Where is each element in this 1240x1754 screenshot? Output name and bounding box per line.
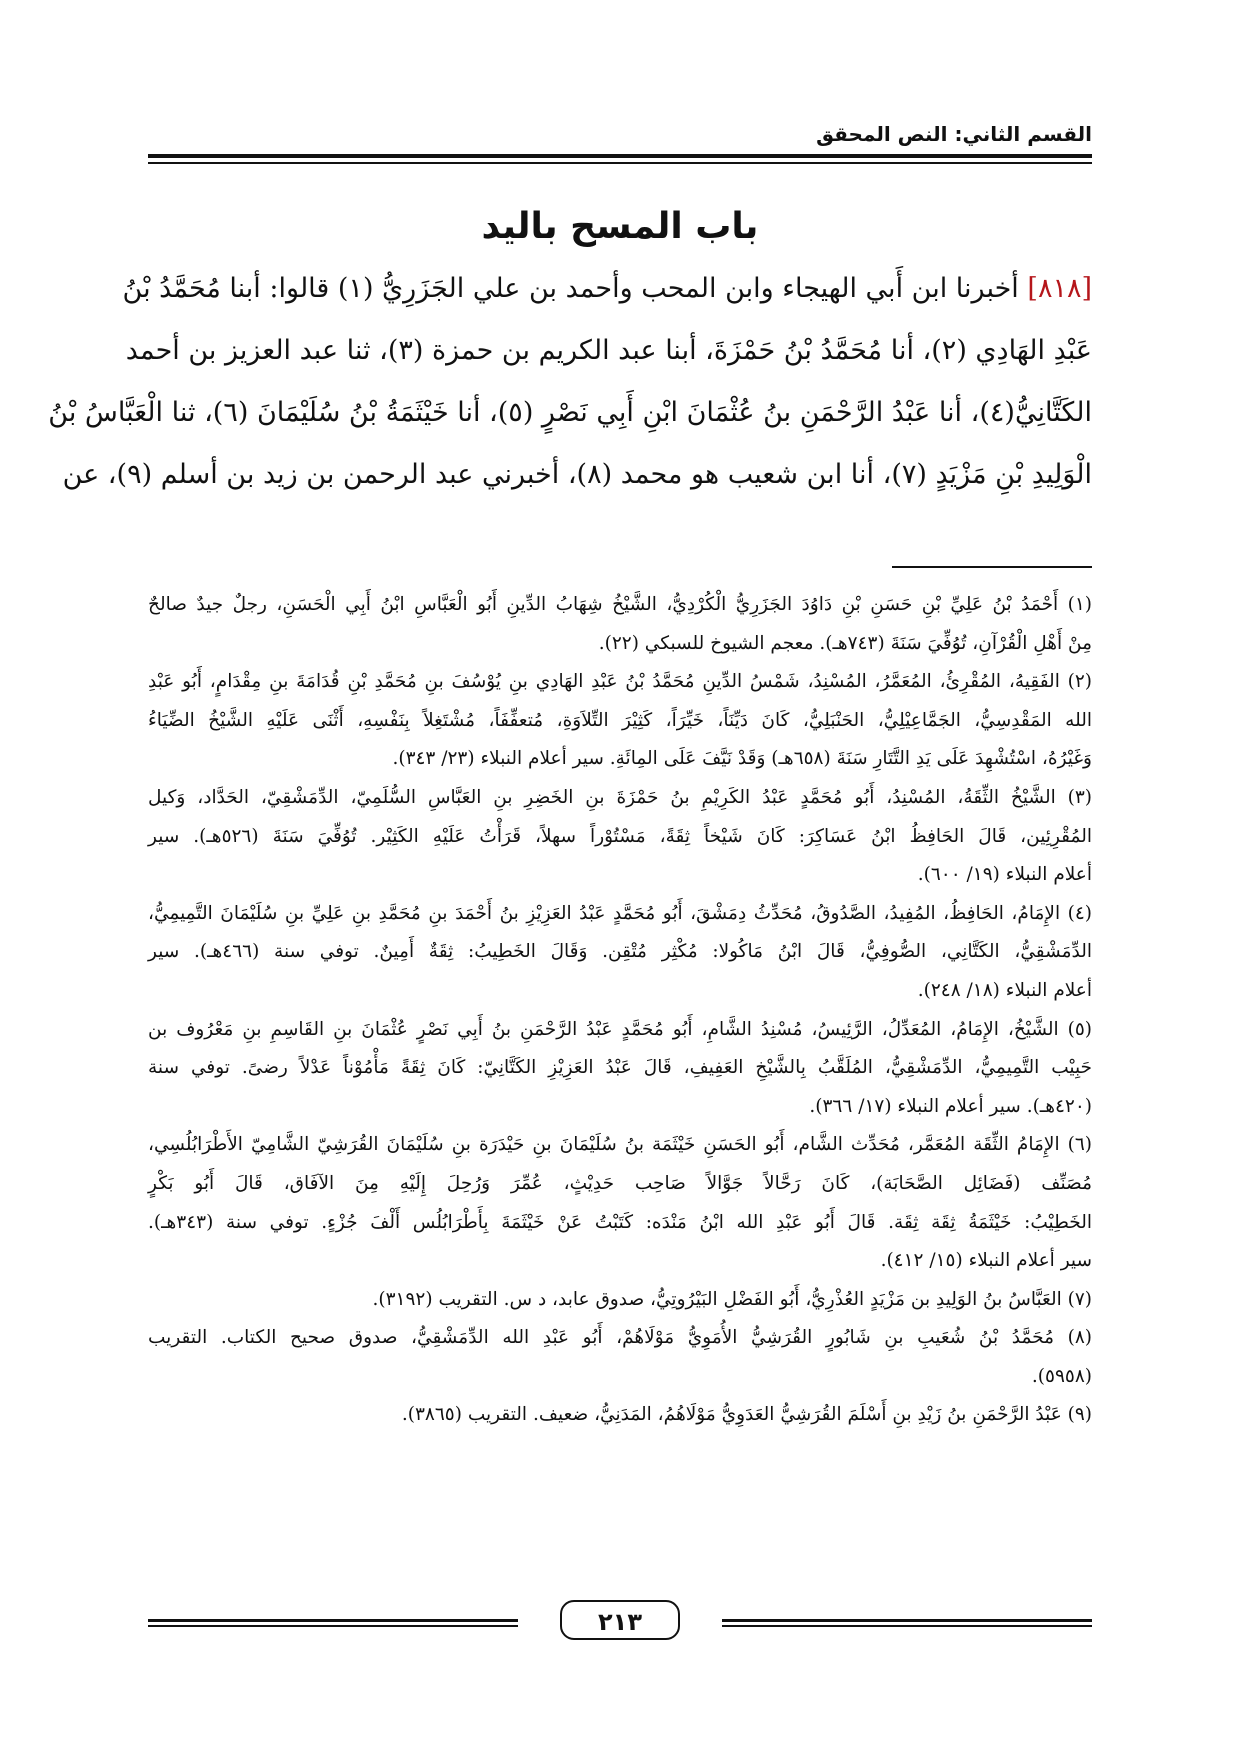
- footnote-line: (١) أَحْمَدُ بْنُ عَلِيِّ بْنِ حَسَنِ بْنِ دَاوُدَ الجَزَرِيُّ الْكُرْدِيُّ، الشَّيْخُ شِهَابُ الدِّينِ أَبُو الْعَبَّاسِ ابْنُ أَبِي الْحَسَنِ، رجلٌ جيدٌ صالحٌ: [148, 594, 1092, 615]
- footnote-line: (٧) العَبَّاسُ بنُ الوَلِيدِ بن مَزْيَدٍ العُذْرِيُّ، أَبُو الفَضْلِ البَيْرُوتِيُّ، صدوق عابد، د س. التقريب (٣١٩٢).: [372, 1288, 1092, 1310]
- footnote-line: أعلام النبلاء (١٨/ ٢٤٨).: [917, 979, 1092, 1001]
- chapter-title: باب المسح باليد: [481, 206, 759, 247]
- footnote-line: (٣) الشَّيْخُ الثِّقَةُ، المُسْنِدُ، أَبُو مُحَمَّدٍ عَبْدُ الكَرِيْمِ بنُ حَمْزَةَ بنِ الخَضِرِ بنِ العَبَّاسِ السُّلَمِيّ، الدِّمَشْقِيّ، الحَدَّاد، وَكيل: [148, 786, 1092, 808]
- footnote-line: (٨) مُحَمَّدُ بْنُ شُعَيبِ بنِ شَابُورٍ القُرَشِيُّ الأُمَوِيُّ مَوْلَاهُمْ، أَبُو عَبْدِ الله الدِّمَشْقِيُّ، صدوق صحيح الكتاب. التقريب: [148, 1327, 1092, 1349]
- footnote-line: (٥٩٥٨).: [1031, 1365, 1092, 1387]
- footnote-line: (٤٢٠هـ). سير أعلام النبلاء (١٧/ ٣٦٦).: [809, 1095, 1092, 1117]
- footnote-line: أعلام النبلاء (١٩/ ٦٠٠).: [917, 864, 1092, 886]
- footer-rule-right: [722, 1614, 1092, 1632]
- footnote-line: الخَطِيْبُ: خَيْثَمَةُ ثِقَة ثِقَة. قَالَ أَبُو عَبْدِ الله ابْنُ مَنْدَه: كَتَبْتُ عَنْ خَيْثَمَةَ بِأَطْرَابُلُس أَلْفَ جُزْءٍ. توفي سنة (٣٤٣هـ).: [148, 1211, 1092, 1233]
- footnote-separator: [892, 566, 1092, 568]
- footnote-line: المُقْرِئِين، قَالَ الحَافِظُ ابْنُ عَسَاكِرَ: كَانَ شَيْخاً ثِقَةً، مَسْتُوْراً سهلاً، قَرَأْتُ عَلَيْهِ الكَثِيْر. تُوُفِّيَ سَنَةَ (٥٢٦هـ). سير: [148, 825, 1092, 847]
- hadith-line: عَبْدِ الهَادِي (٢)، أنا مُحَمَّدُ بْنُ حَمْزَةَ، أبنا عبد الكريم بن حمزة (٣)، ثنا عبد العزيز بن أحمد: [125, 335, 1092, 366]
- header-rule: [148, 154, 1092, 158]
- footnote-line: (٤) الإِمَامُ، الحَافِظُ، المُفِيدُ، الصَّدُوقُ، مُحَدِّثُ دِمَشْقَ، أَبُو مُحَمَّدٍ عَبْدُ العَزِيْزِ بنُ أَحْمَدَ بنِ مُحَمَّدِ بنِ عَلِيِّ بنِ سُلَيْمَانَ التَّمِيمِيُّ،: [148, 902, 1092, 924]
- page-number: ٢١٣: [560, 1600, 680, 1640]
- header-rule-secondary: [148, 162, 1092, 164]
- footnote-line: (٢) الفَقِيهُ، المُقْرِئُ، المُعَمَّرُ، المُسْنِدُ، شَمْسُ الدِّينِ مُحَمَّدُ بْنُ عَبْدِ الهَادِي بنِ يُوْسُفَ بنِ مُحَمَّدِ بْنِ قُدَامَةَ بنِ مِقْدَامٍ، أَبُو عَبْدِ: [148, 671, 1092, 693]
- footnote-line: (٥) الشَّيْخُ، الإِمَامُ، المُعَدِّلُ، الرَّئِيسُ، مُسْنِدُ الشَّامِ، أَبُو مُحَمَّدٍ عَبْدُ الرَّحْمَنِ بنُ أَبِي نَصْرٍ عُثْمَانَ بنِ القَاسِمِ بنِ مَعْرُوف بن: [148, 1018, 1092, 1040]
- footnote-line: وَغَيْرُهُ، اسْتُشْهِدَ عَلَى يَدِ التَّتَارِ سَنَةَ (٦٥٨هـ) وَقَدْ نَيَّفَ عَلَى المِائَةِ. سير أعلام النبلاء (٢٣/ ٣٤٣).: [392, 748, 1092, 770]
- footnotes: [148, 586, 1092, 1435]
- footer-rule-left: [148, 1614, 518, 1632]
- footnote-line: سير أعلام النبلاء (١٥/ ٤١٢).: [880, 1250, 1092, 1272]
- footnote-line: حَبِيْب التَّمِيمِيُّ، الدِّمَشْقِيُّ، المُلَقَّبُ بِالشَّيْخِ العَفِيفِ، قَالَ عَبْدُ العَزِيْزِ الكَتَّانِيّ: كَانَ ثِقَةً مَأْمُوْناً عَدْلاً رضىً. توفي سنة: [148, 1057, 1092, 1079]
- footnote-line: (٩) عَبْدُ الرَّحْمَنِ بنُ زَيْدِ بنِ أَسْلَمَ القُرَشِيُّ العَدَوِيُّ مَوْلَاهُمُ، المَدَنِيُّ، ضعيف. التقريب (٣٨٦٥).: [401, 1404, 1092, 1426]
- hadith-line-text: أخبرنا ابن أَبي الهيجاء وابن المحب وأحمد بن علي الجَزَرِيُّ (١) قالوا: أبنا مُحَمَّدُ بْنُ: [122, 273, 1019, 304]
- hadith-text: [48, 258, 1092, 506]
- footnote-line: مِنْ أَهْلِ الْقُرْآنِ، تُوُفِّيَ سَنَةَ (٧٤٣هـ). معجم الشيوخ للسبكي (٢٢).: [598, 632, 1092, 654]
- footnote-line: الله المَقْدِسِيُّ، الجَمَّاعِيْلِيُّ، الحَنْبَلِيُّ، كَانَ دَيِّنَاً، خَيِّرَاً، كَثِيْرَ التِّلاَوَةِ، مُتعفِّفَاً، مُشْتَغِلاً بِنَفْسِهِ، أَثْنَى عَلَيْهِ الشَّيْخُ الضِّيَاءُ: [148, 709, 1092, 731]
- footnote-line: (٦) الإِمَامُ الثِّقَة المُعَمَّر، مُحَدِّث الشَّام، أَبُو الحَسَنِ خَيْثَمَة بنُ سُلَيْمَانَ بنِ حَيْدَرَة بنِ سُلَيْمَانَ القُرَشِيّ الشَّامِيّ الأَطْرَابُلُسِي،: [148, 1134, 1092, 1156]
- hadith-line: [122, 258, 1092, 320]
- footnote-line: الدِّمَشْقِيُّ، الكَتَّانِي، الصُّوفِيُّ، قَالَ ابْنُ مَاكُولا: مُكْثِر مُتْقِن. وَقَالَ الخَطِيبُ: ثِقَةٌ أَمِينٌ. توفي سنة (٤٦٦هـ). سير: [148, 941, 1092, 963]
- hadith-line: الْوَلِيدِ بْنِ مَزْيَدٍ (٧)، أنا ابن شعيب هو محمد (٨)، أخبرني عبد الرحمن بن زيد بن أسلم (٩)، عن: [62, 459, 1092, 490]
- hadith-number: [٨١٨]: [1027, 273, 1092, 304]
- footnote-line: مُصَنِّف (فَضَائِل الصَّحَابَة)، كَانَ رَحَّالاً جَوَّالاً صَاحِب حَدِيْثٍ، عُمِّرَ وَرُحِلَ إِلَيْهِ مِنَ الآفَاق، قَالَ أَبُو بَكْرٍ: [148, 1172, 1092, 1194]
- running-header: القسم الثاني: النص المحقق: [816, 122, 1092, 146]
- hadith-line: الكَتَّانِيُّ(٤)، أنا عَبْدُ الرَّحْمَنِ بنُ عُثْمَانَ ابْنِ أَبِي نَصْرٍ (٥)، أنا خَيْثَمَةُ بْنُ سُلَيْمَانَ (٦)، ثنا الْعَبَّاسُ بْنُ: [48, 397, 1092, 428]
